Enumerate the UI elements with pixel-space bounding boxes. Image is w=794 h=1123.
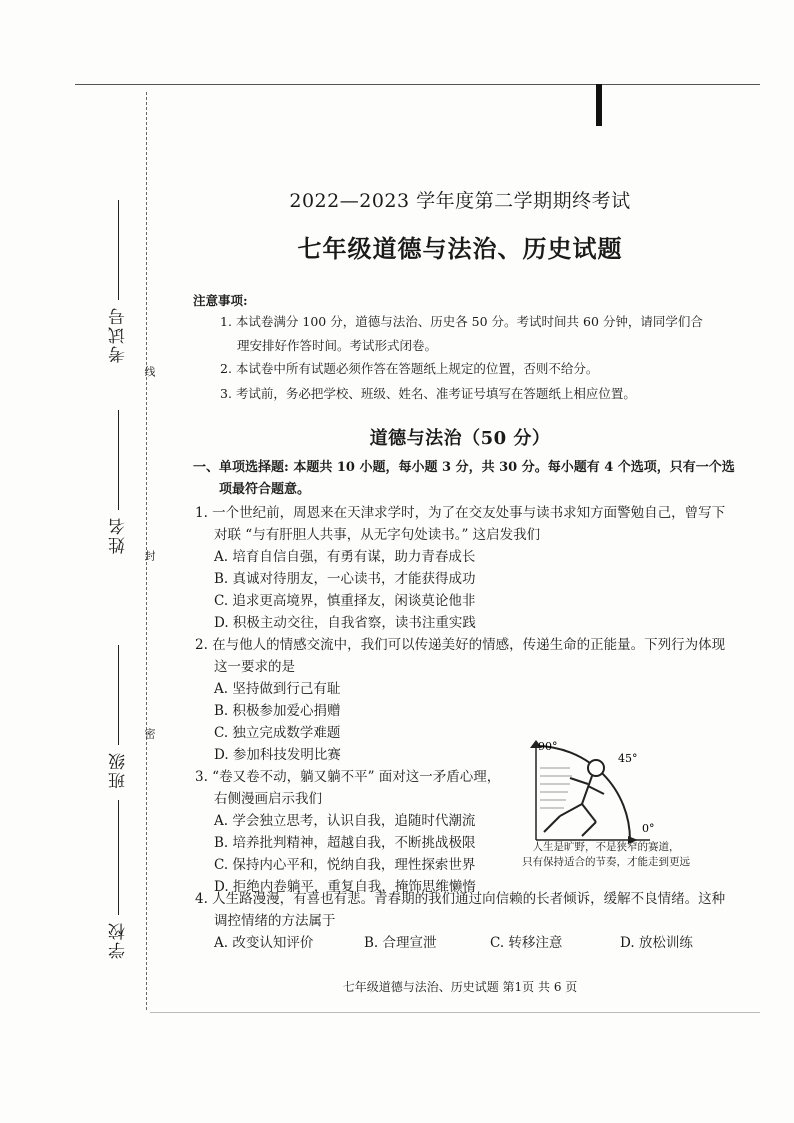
runner-figure (544, 760, 604, 836)
question-1-option-b: B. 真诚对待朋友，一心读书，才能获得成功 (214, 571, 476, 587)
secret-mark: 密 (143, 728, 156, 739)
cartoon-caption-line-2: 只有保持适合的节奏，才能走到更远 (522, 856, 690, 868)
question-1-stem-cont: 对联 “与有肝胆人共事，从无字句处读书。” 这启发我们 (214, 527, 541, 543)
angle-90-label: 90° (538, 740, 558, 753)
question-3-option-b: B. 培养批判精神，超越自我，不断挑战极限 (214, 835, 476, 851)
angle-0-label: 0° (642, 822, 655, 835)
class-field (106, 645, 131, 789)
exam-title-year: 2022—2023 学年度第二学期期终考试 (289, 190, 631, 212)
question-1-option-d: D. 积极主动交往，自我省察，读书注重实践 (214, 615, 476, 631)
class-label: 班级 (109, 751, 129, 789)
question-3-option-c: C. 保持内心平和，悦纳自我，理性探索世界 (214, 857, 476, 873)
school-label: 学校 (109, 921, 129, 959)
exam-number-label: 考试号 (109, 306, 129, 363)
notice-heading: 注意事项: (193, 293, 248, 308)
cartoon-caption-line-1: 人生是旷野，不是狭窄的赛道， (532, 841, 680, 853)
question-4-option-d: D. 放松训练 (620, 935, 693, 951)
exam-title-subject: 七年级道德与法治、历史试题 (297, 234, 623, 263)
line-mark: 线 (143, 366, 156, 377)
question-1-option-c: C. 追求更高境界，慎重择友，闲谈莫论他非 (214, 593, 476, 609)
question-1-option-a: A. 培育自信自强，有勇有谋，助力青春成长 (214, 549, 476, 565)
speed-lines (540, 768, 572, 808)
question-3-stem-cont: 右侧漫画启示我们 (214, 791, 322, 807)
part-title: 一、单项选择题: 本题共 10 小题，每小题 3 分，共 30 分。每小题有 4 个选项，只有一个选 (193, 460, 735, 475)
notice-item: 1. 本试卷满分 100 分，道德与法治、历史各 50 分。考试时间共 60 分钟，请同学们合 (220, 314, 703, 329)
question-2-option-c: C. 独立完成数学难题 (214, 725, 341, 741)
exam-number-field (106, 200, 131, 363)
top-registration-mark (596, 84, 602, 126)
question-1-stem: 1. 一个世纪前，周恩来在天津求学时，为了在交友处事与读书求知方面警勉自己，曾写下 (195, 505, 726, 521)
name-field (106, 410, 131, 554)
question-3-stem: 3. “卷又卷不动，躺又躺不平” 面对这一矛盾心理， (195, 769, 501, 785)
angle-45-label: 45° (618, 752, 638, 765)
question-2-stem: 2. 在与他人的情感交流中，我们可以传递美好的情感，传递生命的正能量。下列行为体现 (195, 637, 726, 653)
school-field (106, 800, 131, 959)
page-footer: 七年级道德与法治、历史试题 第1页 共 6 页 (342, 980, 578, 994)
name-label: 姓名 (109, 516, 129, 554)
cartoon-caption (506, 840, 706, 870)
question-2-option-b: B. 积极参加爱心捐赠 (214, 703, 341, 719)
seal-mark: 封 (143, 550, 156, 561)
notice-item: 3. 考试前，务必把学校、班级、姓名、准考证号填写在答题纸上相应位置。 (220, 386, 636, 401)
notice-item: 理安排好作答时间。考试形式闭卷。 (237, 338, 438, 353)
notice-item: 2. 本试卷中所有试题必须作答在答题纸上规定的位置，否则不给分。 (220, 361, 599, 376)
question-4-option-b: B. 合理宣泄 (364, 935, 437, 951)
question-2-stem-cont: 这一要求的是 (214, 659, 295, 675)
question-2-option-d: D. 参加科技发明比赛 (214, 747, 341, 763)
question-4-stem: 4. 人生路漫漫，有喜也有悲。青春期的我们通过向信赖的长者倾诉，缓解不良情绪。这种 (195, 891, 726, 907)
part-title-cont: 项最符合题意。 (219, 482, 311, 497)
question-4-option-c: C. 转移注意 (490, 935, 563, 951)
top-rule (75, 84, 760, 85)
question-3-option-a: A. 学会独立思考，认识自我，追随时代潮流 (214, 813, 476, 829)
bottom-rule (150, 1012, 760, 1013)
question-2-option-a: A. 坚持做到行己有耻 (214, 681, 341, 697)
question-4-stem-cont: 调控情绪的方法属于 (214, 913, 336, 929)
question-3-option-d: D. 拒绝内卷躺平，重复自我，掩饰思维懒惰 (214, 879, 476, 895)
section-title: 道德与法治（50 分） (369, 428, 551, 449)
question-4-option-a: A. 改变认知评价 (214, 935, 314, 951)
